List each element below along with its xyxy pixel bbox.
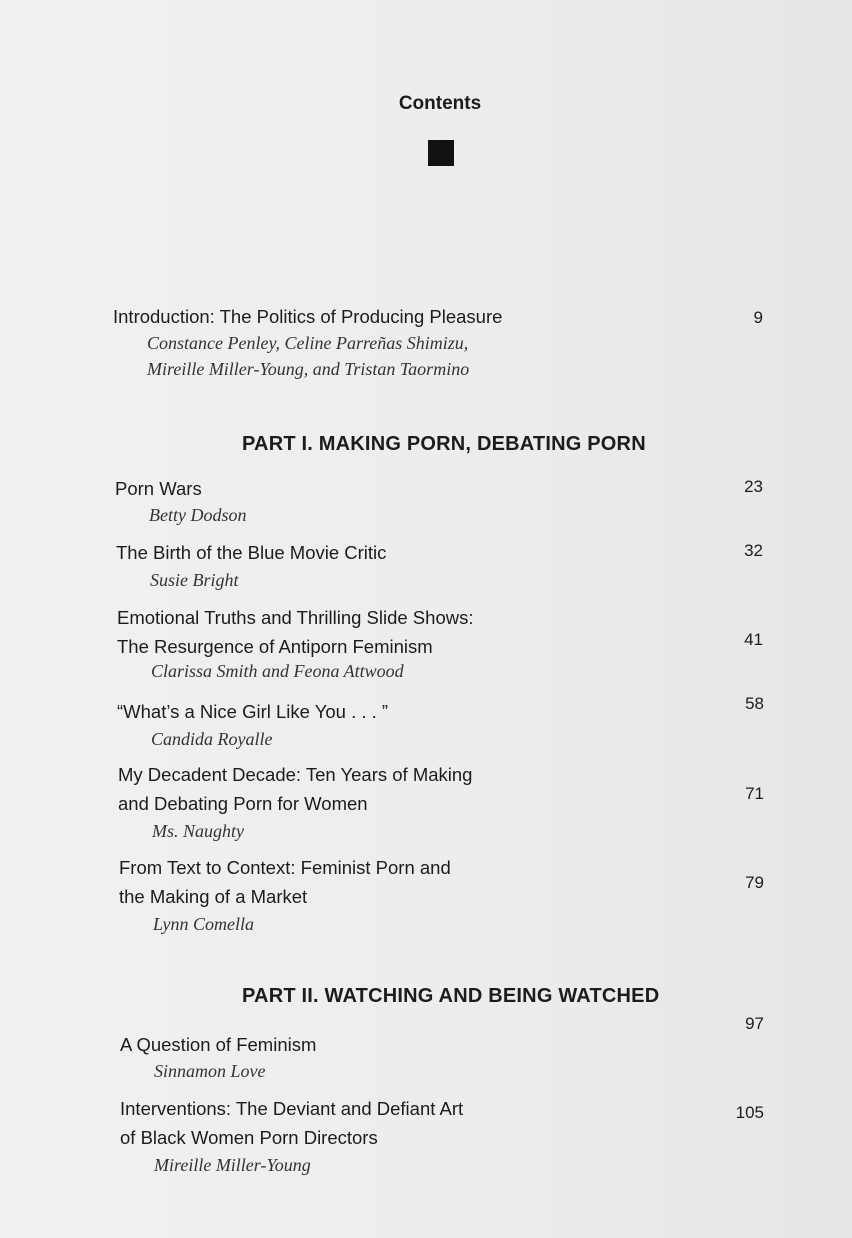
entry-authors	[152, 818, 244, 844]
entry-title-line: Emotional Truths and Thrilling Slide Shows:	[117, 607, 474, 628]
entry-title-line: My Decadent Decade: Ten Years of Making	[118, 764, 473, 785]
entry-title-line: Interventions: The Deviant and Defiant Art	[120, 1098, 464, 1119]
page-number: 58	[745, 694, 764, 713]
page-number: 97	[745, 1014, 764, 1033]
author-line: Constance Penley, Celine Parreñas Shimizu,	[147, 333, 469, 353]
entry-title	[117, 697, 388, 726]
entry-authors	[151, 658, 404, 684]
entry-title	[116, 538, 386, 567]
entry-authors	[153, 911, 254, 937]
contents-heading: Contents	[398, 93, 482, 114]
page-number: 79	[745, 873, 764, 892]
page-number: 71	[745, 784, 764, 803]
entry-authors	[147, 330, 469, 382]
author-line: Lynn Comella	[153, 914, 254, 934]
author-line: Betty Dodson	[149, 505, 247, 525]
entry-authors	[154, 1152, 311, 1178]
entry-title-line: of Black Women Porn Directors	[120, 1127, 378, 1148]
square-ornament-icon	[428, 140, 454, 166]
part-heading: PART II. WATCHING AND BEING WATCHED	[242, 985, 660, 1007]
entry-title-line: The Resurgence of Antiporn Feminism	[117, 636, 433, 657]
entry-title	[115, 474, 202, 503]
page-number: 23	[744, 477, 763, 496]
entry-title-line: “What’s a Nice Girl Like You . . . ”	[117, 701, 389, 722]
author-line: Ms. Naughty	[152, 821, 244, 841]
author-line: Sinnamon Love	[154, 1061, 266, 1081]
page-number: 32	[744, 541, 763, 560]
author-line: Candida Royalle	[151, 729, 273, 749]
author-line: Clarissa Smith and Feona Attwood	[151, 661, 404, 681]
entry-title-line: and Debating Porn for Women	[118, 793, 368, 814]
entry-title-line: the Making of a Market	[119, 886, 308, 907]
entry-title-line: Porn Wars	[115, 478, 202, 499]
entry-authors	[149, 502, 246, 528]
entry-authors	[150, 567, 239, 593]
author-line: Mireille Miller-Young, and Tristan Taormino	[147, 359, 470, 379]
entry-title-line: A Question of Feminism	[120, 1034, 317, 1055]
page-number: 41	[744, 630, 763, 649]
entry-title-line: From Text to Context: Feminist Porn and	[119, 857, 451, 878]
entry-title	[119, 853, 451, 911]
entry-title	[118, 760, 472, 818]
author-line: Mireille Miller-Young	[154, 1155, 311, 1175]
entry-title	[113, 302, 502, 331]
entry-title	[117, 603, 473, 661]
entry-authors	[154, 1058, 266, 1084]
entry-title	[120, 1030, 316, 1059]
entry-authors	[151, 726, 272, 752]
part-heading: PART I. MAKING PORN, DEBATING PORN	[242, 433, 646, 455]
entry-title-line: Introduction: The Politics of Producing Pleasure	[113, 306, 503, 327]
entry-title	[120, 1094, 463, 1152]
entry-title-line: The Birth of the Blue Movie Critic	[116, 542, 387, 563]
author-line: Susie Bright	[150, 570, 239, 590]
page-number: 105	[735, 1103, 764, 1122]
page-number: 9	[753, 308, 763, 327]
